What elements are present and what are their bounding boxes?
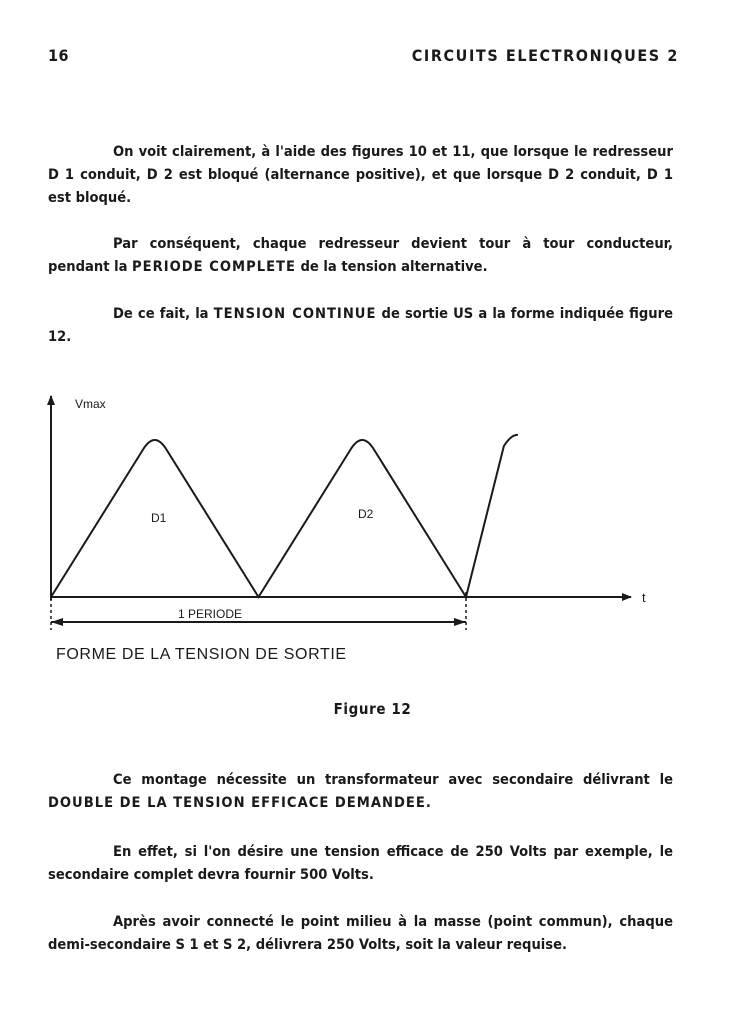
region-label-d2: D2 (358, 507, 374, 521)
y-axis-label: Vmax (75, 397, 106, 411)
period-label: 1 PERIODE (178, 607, 243, 621)
figure-12-waveform (0, 380, 745, 680)
paragraph-3-text-c: de sortie US a la forme indiquée figure 12. (48, 305, 673, 345)
running-title: CIRCUITS ELECTRONIQUES 2 (411, 46, 679, 65)
paragraph-1: On voit clairement, à l'aide des figures 10 et 11, que lorsque le redresseur D 1 conduit, D 2 est bloqué (alternance positive), et que lorsque D 2 conduit, D 1 est bloqué. (48, 143, 673, 206)
x-axis-label: t (642, 590, 646, 605)
paragraph-3 (48, 302, 673, 348)
paragraph-6: Après avoir connecté le point milieu à la masse (point commun), chaque demi-secondaire S 1 et S 2, délivrera 250 Volts, soit la valeur requise. (48, 913, 673, 953)
paragraph-4-emphasis: DOUBLE DE LA TENSION EFFICACE DEMANDEE. (48, 794, 432, 811)
figure-label: Figure 12 (333, 700, 412, 718)
paragraph-2-emphasis: PERIODE COMPLETE (132, 258, 296, 275)
page-header (48, 46, 679, 70)
paragraph-2-text-c: de la tension alternative. (295, 258, 488, 275)
figure-caption: FORME DE LA TENSION DE SORTIE (56, 646, 347, 663)
paragraph-4-text-a: Ce montage nécessite un transformateur avec secondaire délivrant le (113, 771, 673, 788)
paragraph-2-text-a: Par conséquent, chaque redresseur devient tour à tour conducteur, pendant la (48, 235, 673, 275)
paragraph-2 (48, 232, 673, 278)
output-waveform (51, 435, 518, 597)
paragraph-3-emphasis: TENSION CONTINUE (213, 305, 377, 322)
paragraph-5: En effet, si l'on désire une tension efficace de 250 Volts par exemple, le secondaire complet devra fournir 500 Volts. (48, 843, 673, 883)
region-label-d1: D1 (151, 511, 167, 525)
page-number: 16 (48, 46, 70, 65)
period-arrowhead-right (454, 618, 466, 626)
period-arrowhead-left (51, 618, 63, 626)
paragraph-4 (48, 768, 673, 814)
paragraph-3-text-a: De ce fait, la (113, 305, 214, 322)
